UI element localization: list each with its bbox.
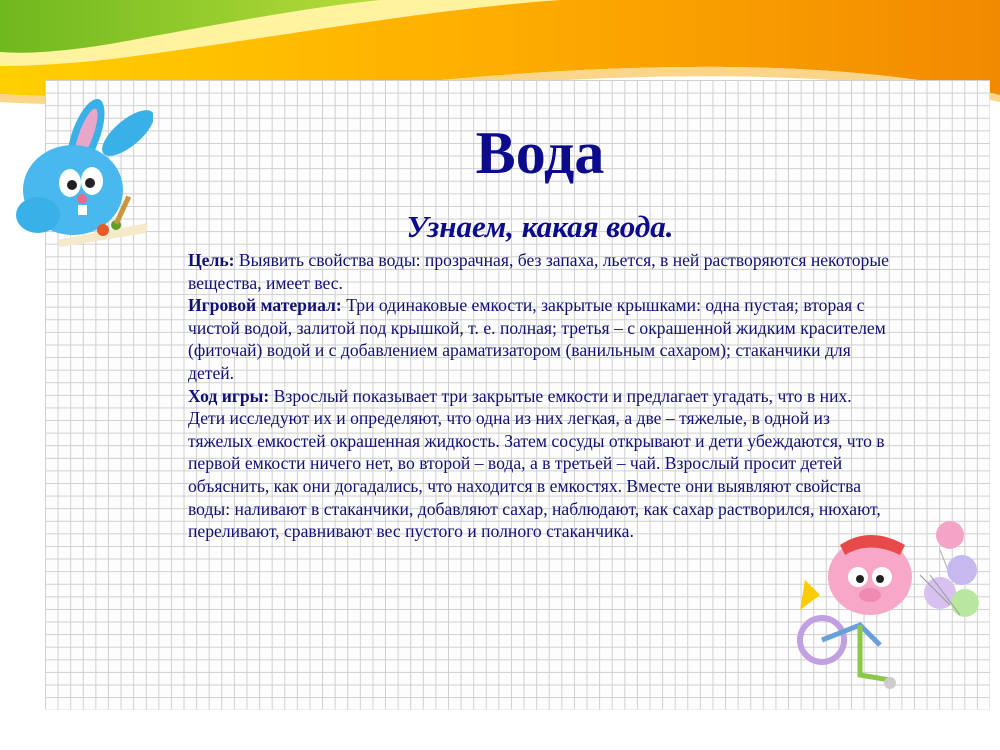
page-subtitle: Узнаем, какая вода.: [406, 209, 674, 244]
progress-text: Взрослый показывает три закрытые емкости и предлагает угадать, что в них. Дети исследуют их и определяют, что одна из них легкая, а две – тяжелые, в одной из тяжелых емкостей окрашенная жидкость. Затем сосуды открывают и дети убеждаются, что в первой емкости ничего нет, во второй – вода, а в третьей – чай. Взрослый просит детей объяснить, как они догадались, что находится в емкостях. Вместе они выявляют свойства воды: наливают в стаканчики, добавляют сахар, наблюдают, как сахар растворился, нюхают, переливают, сравнивают вес пустого и полного стаканчика.: [188, 385, 885, 542]
material-paragraph: [188, 294, 893, 384]
goal-paragraph: [188, 249, 893, 294]
body-text: [188, 249, 893, 543]
goal-label: Цель:: [188, 250, 235, 270]
pig-on-bicycle-icon: [790, 515, 990, 705]
goal-text: Выявить свойства воды: прозрачная, без запаха, льется, в ней растворяются некоторые вещества, имеет вес.: [188, 250, 889, 293]
material-text: Три одинаковые емкости, закрытые крышками: одна пустая; вторая с чистой водой, залитой под крышкой, т. е. полная; третья – с окрашенной жидким красителем (фиточай) водой и с добавлением араматизатором (ванильным сахаром); стаканчики для детей.: [188, 295, 886, 383]
material-label: Игровой материал:: [188, 295, 342, 316]
page-title: Вода: [475, 120, 605, 186]
progress-label: Ход игры:: [188, 385, 270, 406]
rabbit-mascot-icon: [8, 95, 153, 255]
grid-fade: [0, 705, 1000, 750]
progress-paragraph: [188, 385, 893, 543]
